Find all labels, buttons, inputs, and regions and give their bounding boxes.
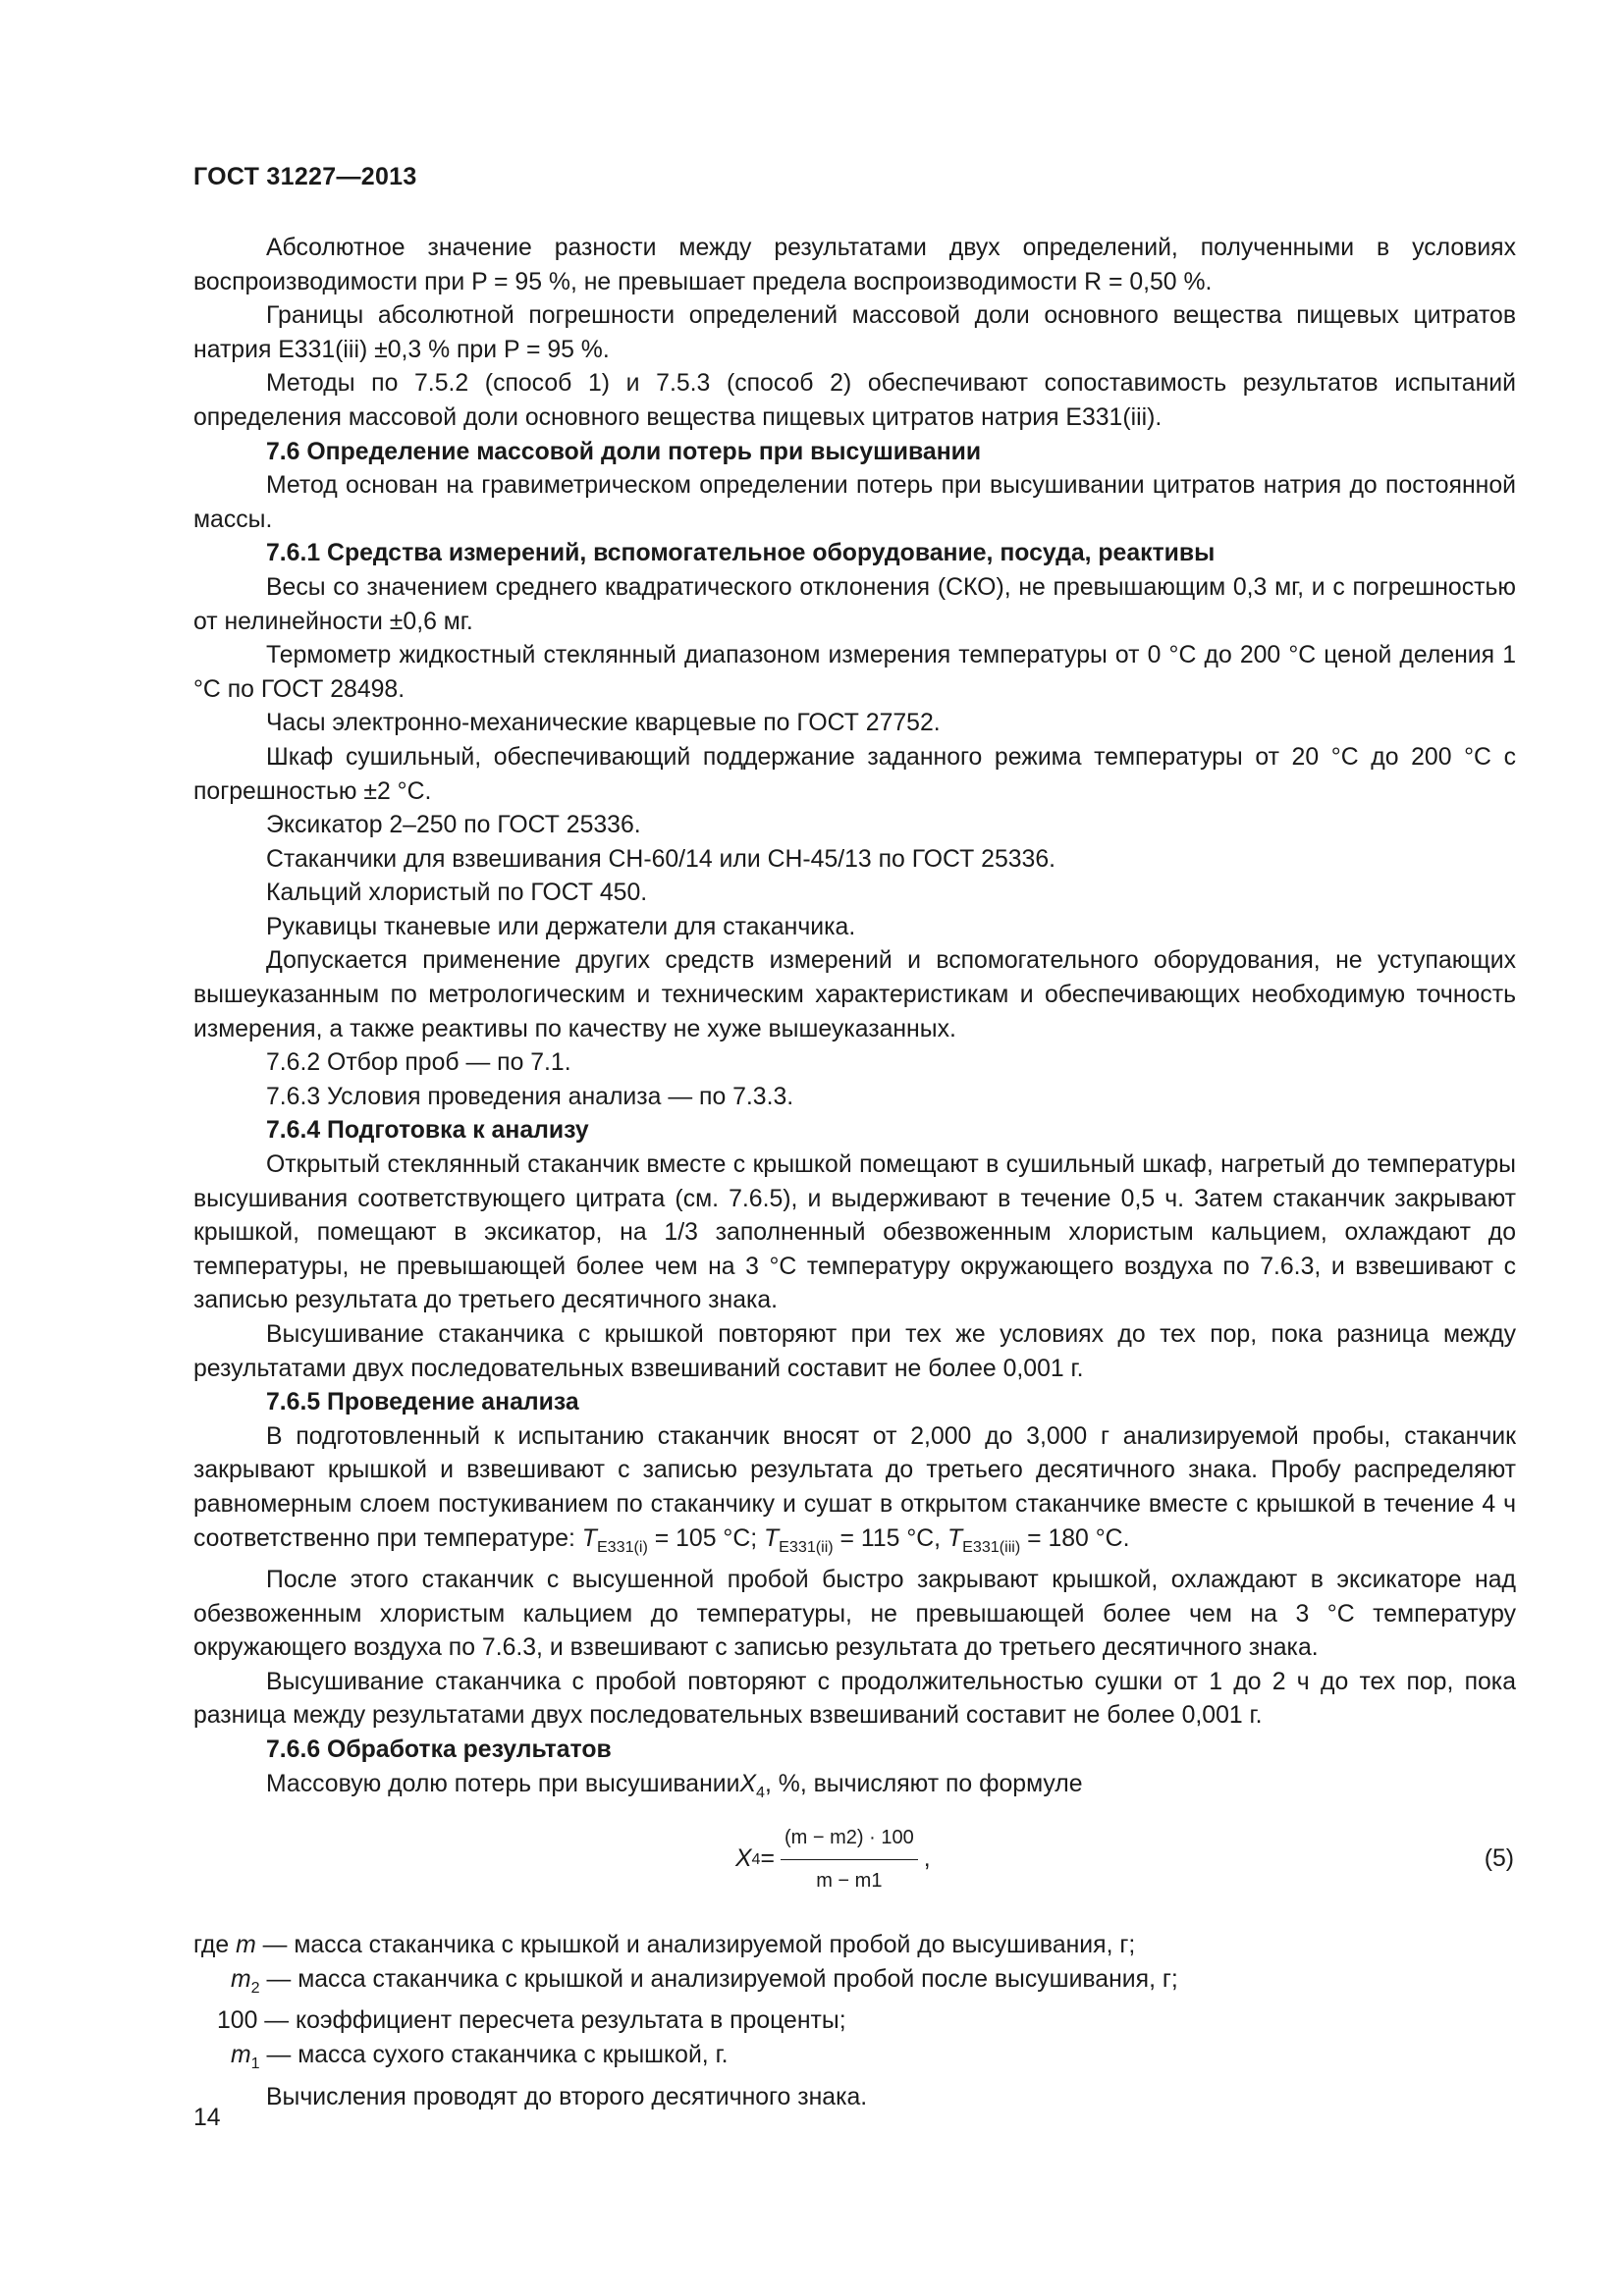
paragraph-weighing-bottles: Стаканчики для взвешивания СН-60/14 или СН-45/13 по ГОСТ 25336. [266, 845, 1055, 873]
paragraph-alternatives: Допускается применение других средств измерений и вспомогательного оборудования, не уступающих вышеуказанным по метрологическим и техническим характеристикам и обеспечивающих необходимую точность измерения, а также реактивы по качеству не хуже вышеуказанных. [193, 947, 1516, 1042]
legend-m2: $m_2$ — масса стаканчика с крышкой и анализируемой пробой после высушивания, г; [231, 1965, 1178, 1997]
formula-5 [193, 1815, 1516, 1909]
document-body [193, 232, 1516, 2114]
paragraph-preparation: Открытый стеклянный стаканчик вместе с крышкой помещают в сушильный шкаф, нагретый до температуры высушивания соответствующего цитрата (см. 7.6.5), и выдерживают в течение 0,5 ч. Затем стаканчик закрывают крышкой, помещают в эксикатор, на 1/3 заполненный обезвоженным хлористым кальцием, охлаждают до температуры, не превышающей более чем на 3 °С температуру окружающего воздуха по 7.6.3, и взвешивают с записью результата до третьего десятичного знака. [193, 1151, 1516, 1314]
paragraph-error-bounds: Границы абсолютной погрешности определений массовой доли основного вещества пищевых цитратов натрия Е331(iii) ±0,3 % при P = 95 %. [193, 302, 1516, 363]
paragraph-scales: Весы со значением среднего квадратического отклонения (СКО), не превышающим 0,3 мг, и с погрешностью от нелинейности ±0,6 мг. [193, 573, 1516, 635]
legend-m1: $m_1$ — масса сухого стаканчика с крышкой, г. [231, 2041, 729, 2072]
legend-100: 100 — коэффициент пересчета результата в проценты; [217, 2007, 846, 2035]
paragraph-desiccator: Эксикатор 2–250 по ГОСТ 25336. [266, 812, 641, 839]
formula-fraction [781, 1821, 918, 1897]
document-code-header: ГОСТ 31227—2013 [193, 163, 417, 190]
section-heading-7-6: 7.6 Определение массовой доли потерь при высушивании [266, 438, 982, 465]
variable-legend [193, 1929, 1516, 2114]
section-heading-7-6-6: 7.6.6 Обработка результатов [266, 1736, 612, 1764]
paragraph-method-basis: Метод основан на гравиметрическом определении потерь при высушивании цитратов натрия до постоянной массы. [193, 472, 1516, 533]
paragraph-7-6-3: 7.6.3 Условия проведения анализа — по 7.3.3. [266, 1083, 794, 1110]
section-heading-7-6-1: 7.6.1 Средства измерений, вспомогательное оборудование, посуда, реактивы [266, 540, 1216, 567]
paragraph-calcium-chloride: Кальций хлористый по ГОСТ 450. [266, 880, 648, 907]
page-number: 14 [193, 2105, 221, 2131]
paragraph-drying-repeat: Высушивание стаканчика с крышкой повторяют при тех же условиях до тех пор, пока разница между результатами двух последовательных взвешиваний составит не более 0,001 г. [193, 1321, 1516, 1382]
paragraph-drying-oven: Шкаф сушильный, обеспечивающий поддержание заданного режима температуры от 20 °С до 200 °С с погрешностью ±2 °С. [193, 743, 1516, 805]
paragraph-clock: Часы электронно-механические кварцевые по ГОСТ 27752. [266, 710, 941, 737]
paragraph-methods-comparability: Методы по 7.5.2 (способ 1) и 7.5.3 (способ 2) обеспечивают сопоставимость результатов испытаний определения массовой доли основного вещества пищевых цитратов натрия Е331(iii). [193, 370, 1516, 431]
paragraph-formula-intro: Массовую долю потерь при высушиванииX$_4$, %, вычисляют по формуле [266, 1770, 1083, 1801]
paragraph-7-6-2: 7.6.2 Отбор проб — по 7.1. [266, 1049, 571, 1077]
section-heading-7-6-4: 7.6.4 Подготовка к анализу [266, 1117, 589, 1145]
paragraph-thermometer: Термометр жидкостный стеклянный диапазоном измерения температуры от 0 °С до 200 °С ценой деления 1 °С по ГОСТ 28498. [193, 642, 1516, 703]
formula-numerator: (m − m2) · 100 [781, 1821, 918, 1860]
section-heading-7-6-5: 7.6.5 Проведение анализа [266, 1389, 579, 1416]
formula-denominator: m − m1 [816, 1869, 883, 1892]
paragraph-sample-drying-repeat: Высушивание стаканчика с пробой повторяют с продолжительностью сушки от 1 до 2 ч до тех пор, пока разница между результатами двух последовательных взвешиваний составит не более 0,001 г. [193, 1668, 1516, 1730]
paragraph-gloves: Рукавицы тканевые или держатели для стаканчика. [266, 913, 856, 940]
formula-expression: X 4 = $\frac{(m - m2) \cdot 100}{m - m1}$ , [735, 1821, 931, 1897]
paragraph-calculation-precision: Вычисления проводят до второго десятичного знака. [266, 2083, 868, 2110]
paragraph-cooling: После этого стаканчик с высушенной пробой быстро закрывают крышкой, охлаждают в эксикаторе над обезвоженным хлористым кальцием до температуры, не превышающей более чем на 3 °С температуру окружающего воздуха по 7.6.3, и взвешивают с записью результата до третьего десятичного знака. [193, 1567, 1516, 1662]
legend-m: где m — масса стаканчика с крышкой и анализируемой пробой до высушивания, г; [193, 1932, 1136, 1959]
paragraph-reproducibility: Абсолютное значение разности между результатами двух определений, полученными в условиях воспроизводимости при P = 95 %, не превышает предела воспроизводимости R = 0,50 %. [193, 235, 1516, 295]
paragraph-analysis-procedure: В подготовленный к испытанию стаканчик вносят от 2,000 до 3,000 г анализируемой пробы, стаканчик закрывают крышкой и взвешивают с записью результата до третьего десятичного знака. Пробу распределяют равномерным слоем постукиванием по стаканчику и сушат в открытом стаканчике вместе с крышкой в течение 4 ч соответственно при температуре: $T_{Е331(i)} = 105$ °С; $T_{Е331(ii)} = 115$ °С, $T_{Е331(iii)} = 180$ °С. [193, 1422, 1516, 1556]
formula-number: (5) [1484, 1845, 1514, 1873]
